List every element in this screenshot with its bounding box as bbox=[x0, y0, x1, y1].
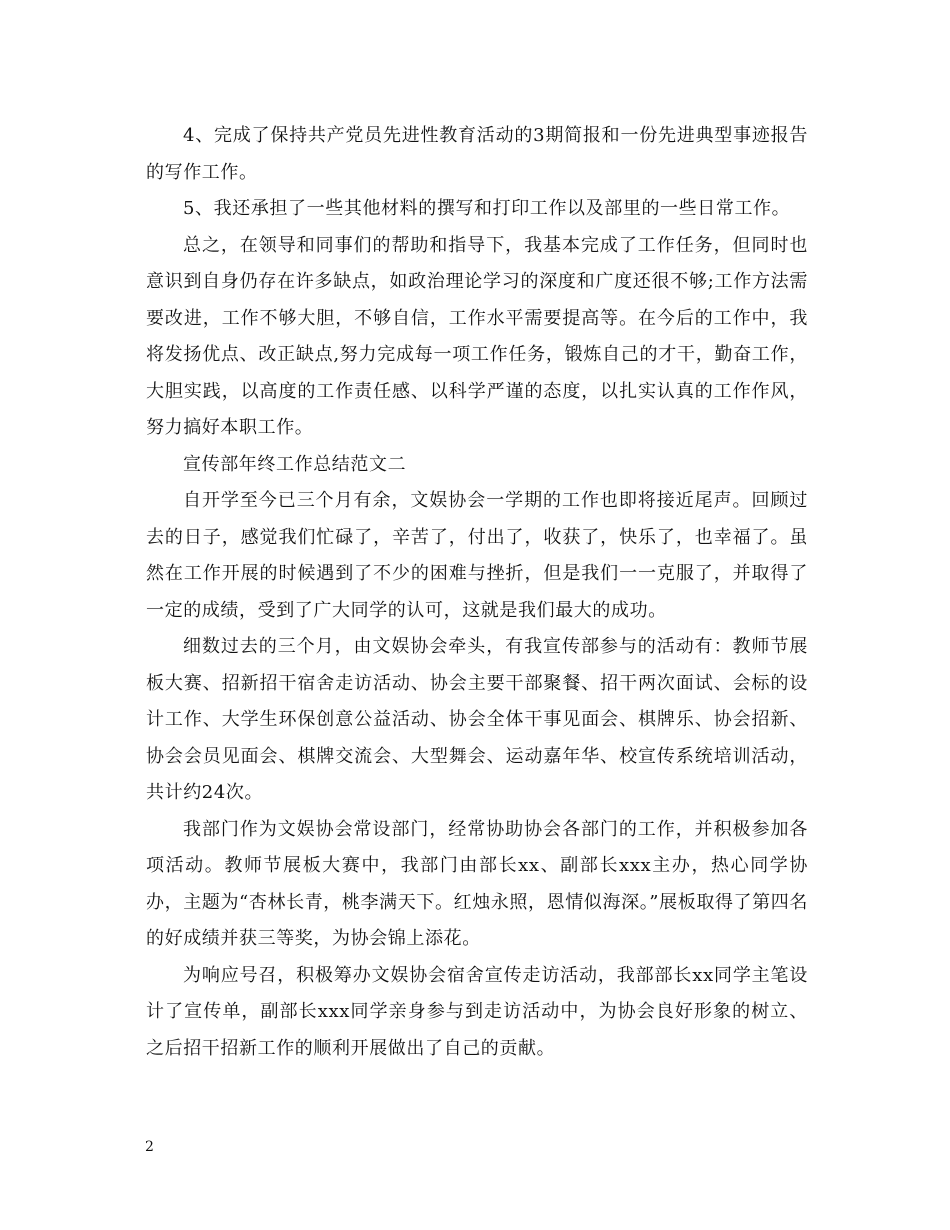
paragraph-intro: 自开学至今已三个月有余，文娱协会一学期的工作也即将接近尾声。回顾过去的日子，感觉我们忙碌了，辛苦了，付出了，收获了，快乐了，也幸福了。虽然在工作开展的时候遇到了不少的困难与挫折，但是我们一一克服了，并取得了一定的成绩，受到了广大同学的认可，这就是我们最大的成功。 bbox=[146, 490, 808, 621]
document-body bbox=[146, 118, 808, 1067]
paragraph-summary: 总之，在领导和同事们的帮助和指导下，我基本完成了工作任务，但同时也意识到自身仍存在许多缺点，如政治理论学习的深度和广度还很不够;工作方法需要改进，工作不够大胆，不够自信，工作水平需要提高等。在今后的工作中，我将发扬优点、改正缺点,努力完成每一项工作任务，锻炼自己的才干，勤奋工作，大胆实践，以高度的工作责任感、以科学严谨的态度，以扎实认真的工作作风，努力搞好本职工作。 bbox=[146, 234, 808, 438]
section-heading: 宣传部年终工作总结范文二 bbox=[183, 453, 407, 475]
paragraph-department: 我部门作为文娱协会常设部门，经常协助协会各部门的工作，并积极参加各项活动。教师节展板大赛中，我部门由部长xx、副部长xxx主办，热心同学协办，主题为“杏林长青，桃李满天下。红烛永照，恩情似海深。”展板取得了第四名的好成绩并获三等奖，为协会锦上添花。 bbox=[146, 818, 808, 949]
paragraph-item-4: 4、完成了保持共产党员先进性教育活动的3期简报和一份先进典型事迹报告的写作工作。 bbox=[146, 125, 808, 183]
paragraph-visit: 为响应号召，积极筹办文娱协会宿舍宣传走访活动，我部部长xx同学主笔设计了宣传单，副部长xxx同学亲身参与到走访活动中，为协会良好形象的树立、之后招干招新工作的顺利开展做出了自己的贡献。 bbox=[146, 964, 808, 1059]
page-number: 2 bbox=[145, 1139, 154, 1155]
paragraph-activities: 细数过去的三个月，由文娱协会牵头，有我宣传部参与的活动有：教师节展板大赛、招新招干宿舍走访活动、协会主要干部聚餐、招干两次面试、会标的设计工作、大学生环保创意公益活动、协会全体干事见面会、棋牌乐、协会招新、协会会员见面会、棋牌交流会、大型舞会、运动嘉年华、校宣传系统培训活动，共计约24次。 bbox=[146, 636, 808, 803]
paragraph-item-5: 5、我还承担了一些其他材料的撰写和打印工作以及部里的一些日常工作。 bbox=[183, 198, 791, 219]
